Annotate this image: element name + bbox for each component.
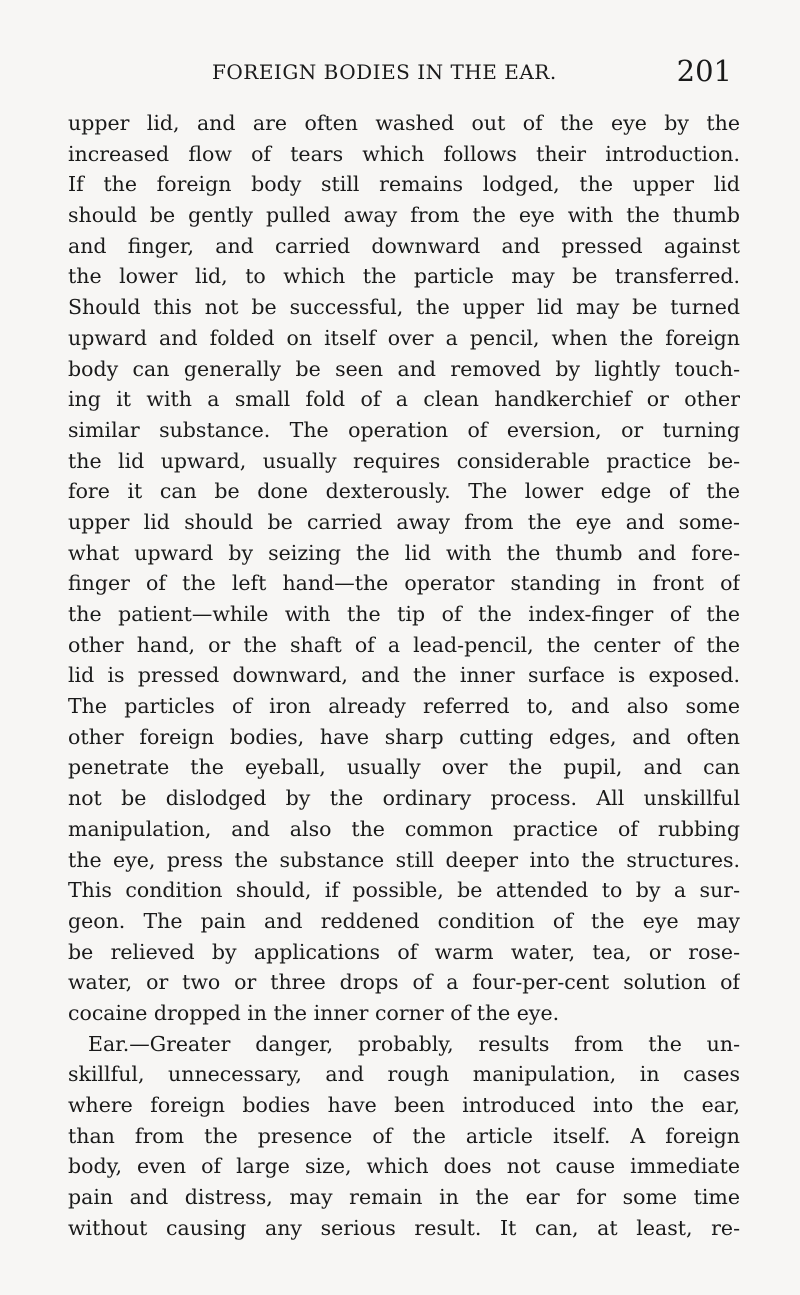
running-head (212, 54, 732, 94)
text-line: body can generally be seen and removed by lightly touch- (68, 356, 740, 381)
text-line: body, even of large size, which does not cause immediate (68, 1154, 740, 1179)
text-line: the lid upward, usually requires considerable practice be- (68, 448, 740, 473)
text-line: other foreign bodies, have sharp cutting edges, and often (68, 724, 740, 749)
text-line: The particles of iron already referred to, and also some (68, 694, 740, 719)
text-line: geon. The pain and reddened condition of the eye may (68, 908, 740, 933)
text-line: manipulation, and also the common practice of rubbing (68, 816, 740, 841)
body-text (68, 108, 740, 1243)
text-line: and finger, and carried downward and pressed against (68, 233, 740, 258)
text-line: the lower lid, to which the particle may be transferred. (68, 264, 740, 289)
text-line: increased flow of tears which follows their introduction. (68, 141, 740, 166)
text-line: without causing any serious result. It can, at least, re- (68, 1215, 740, 1240)
running-title: FOREIGN BODIES IN THE EAR. (212, 60, 557, 84)
text-line: where foreign bodies have been introduced into the ear, (68, 1093, 740, 1117)
text-line: upward and folded on itself over a pencil, when the foreign (68, 325, 740, 350)
text-line: Ear.—Greater danger, probably, results from the un- (88, 1031, 740, 1056)
page-number: 201 (676, 54, 732, 88)
text-line: water, or two or three drops of a four-per-cent solution of (68, 970, 740, 995)
text-line: finger of the left hand—the operator standing in front of (68, 571, 740, 596)
text-line: skillful, unnecessary, and rough manipulation, in cases (68, 1062, 740, 1087)
text-line: be relieved by applications of warm water, tea, or rose- (68, 939, 740, 964)
text-line: This condition should, if possible, be attended to by a sur- (68, 878, 740, 903)
text-line: Should this not be successful, the upper lid may be turned (68, 295, 740, 320)
text-line: cocaine dropped in the inner corner of the eye. (68, 1000, 560, 1025)
text-line: upper lid should be carried away from the eye and some- (68, 509, 740, 534)
text-line: upper lid, and are often washed out of the eye by the (68, 111, 740, 135)
text-line: the eye, press the substance still deeper into the structures. (68, 847, 740, 872)
text-line: ing it with a small fold of a clean handkerchief or other (68, 387, 740, 412)
text-line: not be dislodged by the ordinary process. All unskillful (68, 786, 740, 811)
text-line: lid is pressed downward, and the inner surface is exposed. (68, 663, 740, 688)
text-line: fore it can be done dexterously. The lower edge of the (68, 479, 740, 504)
text-line: If the foreign body still remains lodged, the upper lid (68, 172, 740, 197)
text-line: penetrate the eyeball, usually over the pupil, and can (68, 755, 740, 780)
text-line: what upward by seizing the lid with the thumb and fore- (68, 540, 740, 565)
text-line: than from the presence of the article itself. A foreign (68, 1123, 740, 1148)
text-line: pain and distress, may remain in the ear for some time (68, 1185, 740, 1210)
text-line: similar substance. The operation of eversion, or turning (68, 417, 740, 442)
text-line: the patient—while with the tip of the index-finger of the (68, 602, 740, 626)
text-line: should be gently pulled away from the eye with the thumb (68, 203, 740, 228)
text-line: other hand, or the shaft of a lead-pencil, the center of the (68, 632, 740, 657)
